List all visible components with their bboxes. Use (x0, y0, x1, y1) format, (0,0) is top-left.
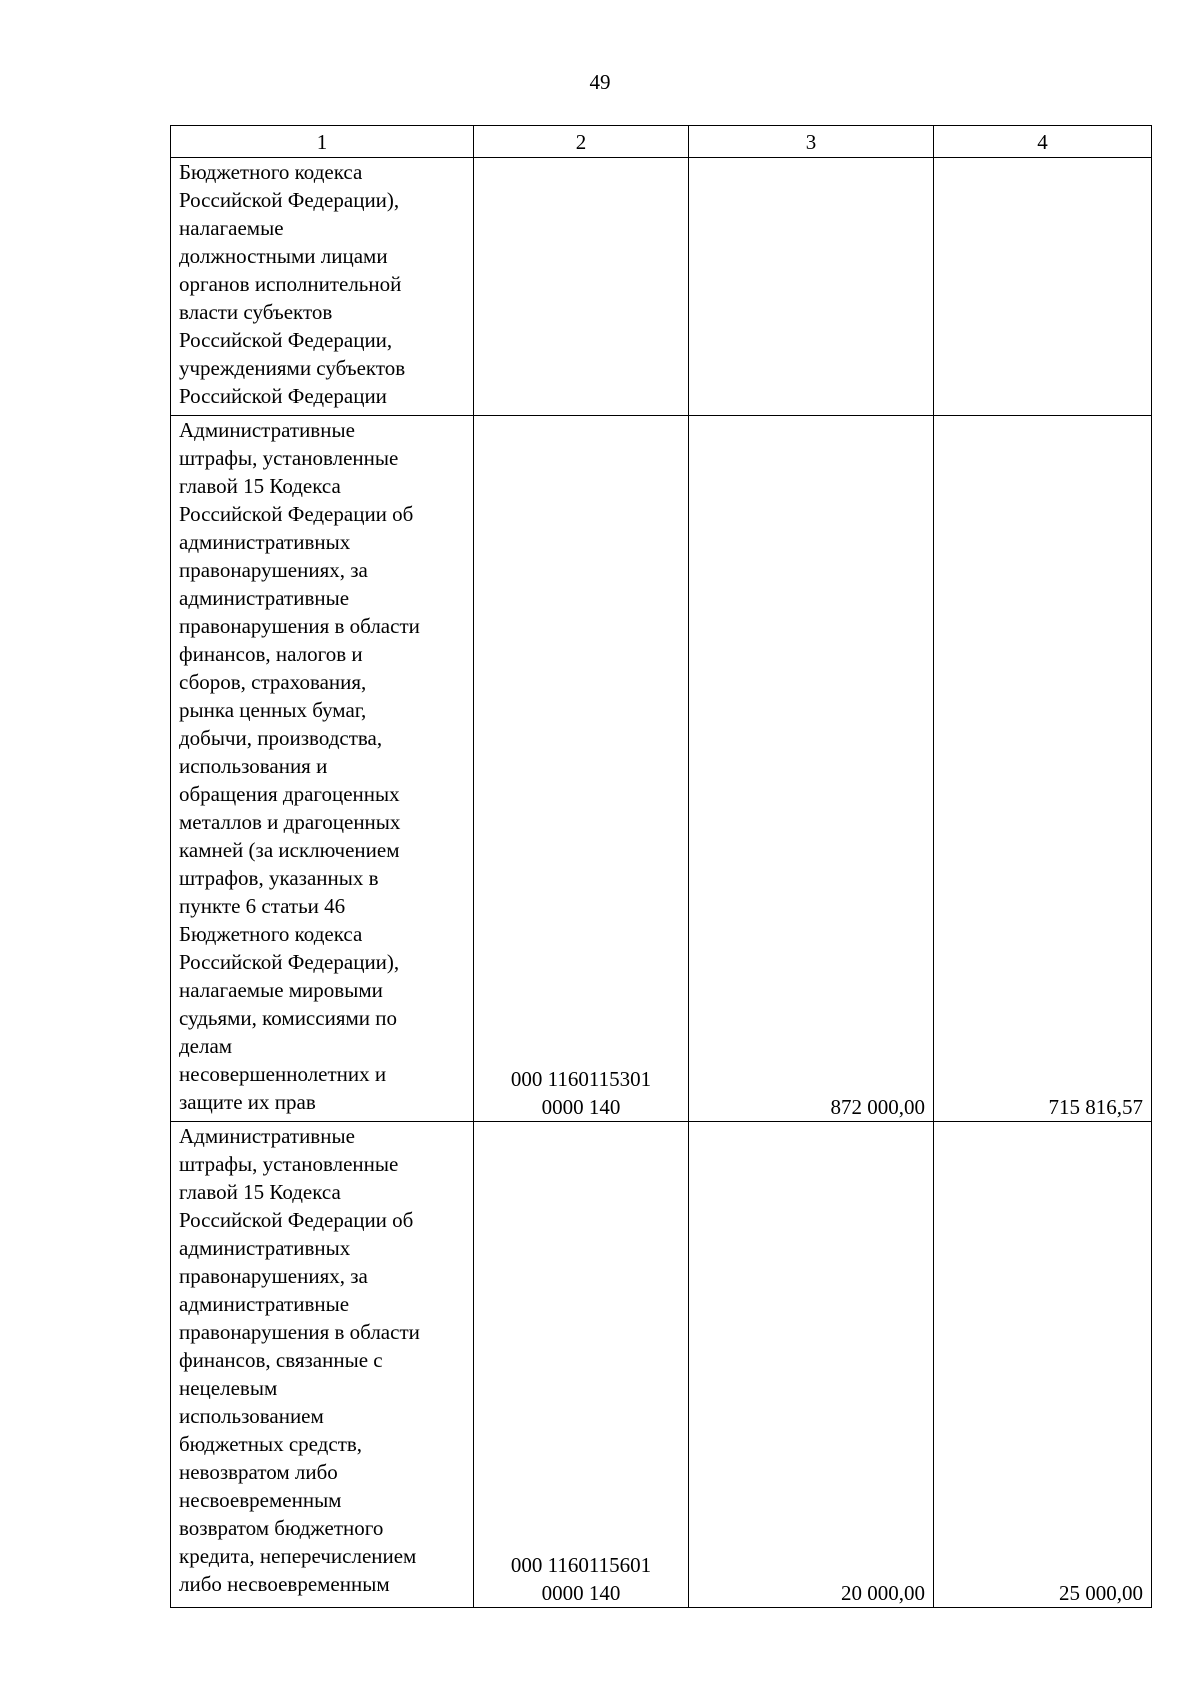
row-amount-fact: 25 000,00 (934, 1122, 1152, 1608)
table-row (171, 416, 1152, 1122)
header-col-3: 3 (689, 126, 934, 158)
row-amount-plan: 20 000,00 (689, 1122, 934, 1608)
page-number: 49 (589, 70, 611, 94)
row-description: Административные штрафы, установленные главой 15 Кодекса Российской Федерации об административных правонарушениях, за административные правонарушения в области финансов, связанные с нецелевым использованием бюджетных средств, невозвратом либо несвоевременным возвратом бюджетного кредита, неперечислением либо несвоевременным (171, 1122, 474, 1608)
table-header-row (171, 126, 1152, 158)
row-amount-fact (934, 158, 1152, 416)
row-amount-fact: 715 816,57 (934, 416, 1152, 1122)
row-amount-plan (689, 158, 934, 416)
header-col-2: 2 (474, 126, 689, 158)
table-row (171, 1122, 1152, 1608)
row-amount-plan: 872 000,00 (689, 416, 934, 1122)
budget-table (170, 125, 1152, 1608)
table-row (171, 158, 1152, 416)
row-description: Административные штрафы, установленные главой 15 Кодекса Российской Федерации об административных правонарушениях, за административные правонарушения в области финансов, налогов и сборов, страхования, рынка ценных бумаг, добычи, производства, использования и обращения драгоценных металлов и драгоценных камней (за исключением штрафов, указанных в пункте 6 статьи 46 Бюджетного кодекса Российской Федерации), налагаемые мировыми судьями, комиссиями по делам несовершеннолетних и защите их прав (171, 416, 474, 1122)
row-code: 000 1160115301 0000 140 (474, 416, 689, 1122)
row-description: Бюджетного кодекса Российской Федерации), налагаемые должностными лицами органов исполнительной власти субъектов Российской Федерации, учреждениями субъектов Российской Федерации (171, 158, 474, 416)
header-col-4: 4 (934, 126, 1152, 158)
row-code (474, 158, 689, 416)
row-code: 000 1160115601 0000 140 (474, 1122, 689, 1608)
header-col-1: 1 (171, 126, 474, 158)
